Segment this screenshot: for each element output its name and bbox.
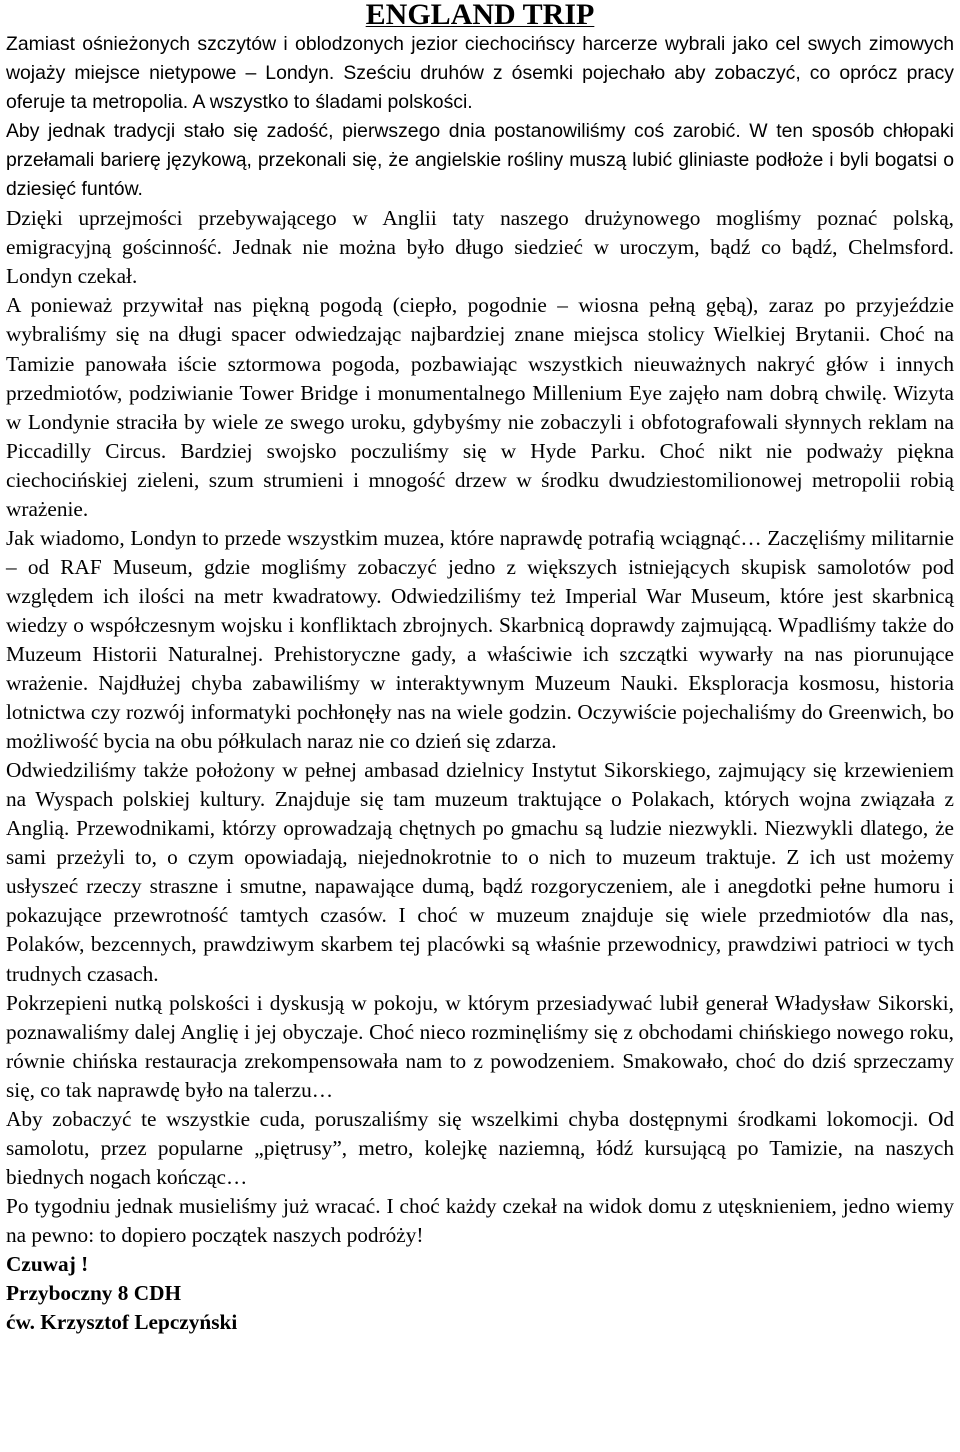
paragraph-intro: Zamiast ośnieżonych szczytów i oblodzonych jezior ciechocińscy harcerze wybrali jako cel swych zimowych wojaży miejsce nietypowe – Londyn. Sześciu druhów z ósemki pojechało aby zobaczyć, co oprócz pracy oferuje ta metropolia. A wszystko to śladami polskości. bbox=[6, 33, 954, 114]
paragraph-sightseeing: A ponieważ przywitał nas piękną pogodą (ciepło, pogodnie – wiosna pełną gębą), zaraz po przyjeździe wybraliśmy się na długi spacer odwiedzając najbardziej znane miejsca stolicy Wielkiej Brytanii. Choć na Tamizie panowała iście sztormowa pogoda, pozbawiając wszystkich nieuważnych nakryć głów i innych przedmiotów, podziwianie Tower Bridge i monumentalnego Millenium Eye zajęło nam dobrą chwilę. Wizyta w Londynie straciła by wiele ze swego uroku, gdybyśmy nie zobaczyli i obfotografowali słynnych reklam na Piccadilly Circus. Bardziej swojsko poczuliśmy się w Hyde Parku. Choć nikt nie podważy piękna ciechocińskiej zieleni, szum strumieni i mnogość drzew w środku dwudziestomilionowej metropolii robią wrażenie. bbox=[6, 293, 954, 521]
paragraph-sikorski-institute: Odwiedziliśmy także położony w pełnej ambasad dzielnicy Instytut Sikorskiego, zajmujący się krzewieniem na Wyspach polskiej kultury. Znajduje się tam muzeum traktujące o Polakach, których wojna związała z Anglią. Przewodnikami, którzy oprowadzają chętnych po gmachu są ludzie niezwykli. Niezwykli dlatego, że sami przeżyli to, o czym opowiadają, niejednokrotnie to o nich to muzeum traktuje. Z ich ust możemy usłyszeć rzeczy straszne i smutne, napawające dumą, bądź rozgoryczeniem, ale i anegdotki pełne humoru i pokazujące przewrotność tamtych czasów. I choć w muzeum znajduje się wiele przedmiotów dla nas, Polaków, bezcennych, prawdziwym skarbem tej placówki są właśnie przewodnicy, prawdziwi patrioci w tych trudnych czasach. bbox=[6, 758, 954, 986]
paragraph-transport: Aby zobaczyć te wszystkie cuda, poruszaliśmy się wszelkimi chyba dostępnymi środkami lokomocji. Od samolotu, przez popularne „piętrusy”, metro, kolejkę naziemną, łódź kursującą po Tamizie, na naszych biednych nogach kończąc… bbox=[6, 1106, 954, 1189]
paragraph-customs: Pokrzepieni nutką polskości i dyskusją w pokoju, w którym przesiadywać lubił generał Władysław Sikorski, poznawaliśmy dalej Anglię i jej obyczaje. Choć nieco rozminęliśmy się z obchodami chińskiego nowego roku, równie chińska restauracja zrekompensowała nam to z powodzeniem. Smakowało, choć do dziś sprzeczamy się, co tak naprawdę było na talerzu… bbox=[6, 990, 954, 1102]
signature-author-role: Przyboczny 8 CDH bbox=[6, 1281, 182, 1306]
paragraph-first-day: Aby jednak tradycji stało się zadość, pierwszego dnia postanowiliśmy coś zarobić. W ten sposób chłopaki przełamali barierę językową, przekonali się, że angielskie rośliny muszą lubić gliniaste podłoże i byli bogatsi o dziesięć funtów. bbox=[6, 120, 954, 201]
signature-greeting: Czuwaj ! bbox=[6, 1251, 89, 1276]
paragraph-chelmsford: Dzięki uprzejmości przebywającego w Anglii taty naszego drużynowego mogliśmy poznać polską, emigracyjną gościnność. Jednak nie można było długo siedzieć w uroczym, bądź co bądź, Chelmsford. Londyn czekał. bbox=[6, 206, 954, 289]
signature-author-name: ćw. Krzysztof Lepczyński bbox=[6, 1310, 238, 1335]
page-title: ENGLAND TRIP bbox=[365, 0, 595, 31]
paragraph-museums: Jak wiadomo, Londyn to przede wszystkim muzea, które naprawdę potrafią wciągnąć… Zaczęliśmy militarnie – od RAF Museum, gdzie mogliśmy zobaczyć jedno z większych istniejących skupisk samolotów pod względem ich ilości na metr kwadratowy. Odwiedziliśmy też Imperial War Museum, które jest skarbnicą wiedzy o współczesnym wojsku i konfliktach zbrojnych. Skarbnicą doprawdy zajmującą. Wpadliśmy także do Muzeum Historii Naturalnej. Prehistoryczne gady, a właściwie ich szczątki wywarły na nas piorunujące wrażenie. Najdłużej chyba zabawiliśmy w interaktywnym Muzeum Nauki. Eksploracja kosmosu, historia lotnictwa czy rozwój informatyki pochłonęły nas na wiele godzin. Oczywiście pojechaliśmy do Greenwich, bo możliwość bycia na obu półkulach naraz nie co dzień się zdarza. bbox=[6, 525, 954, 754]
paragraph-return: Po tygodniu jednak musieliśmy już wracać. I choć każdy czekał na widok domu z utęsknieniem, jedno wiemy na pewno: to dopiero początek naszych podróży! bbox=[6, 1193, 954, 1247]
